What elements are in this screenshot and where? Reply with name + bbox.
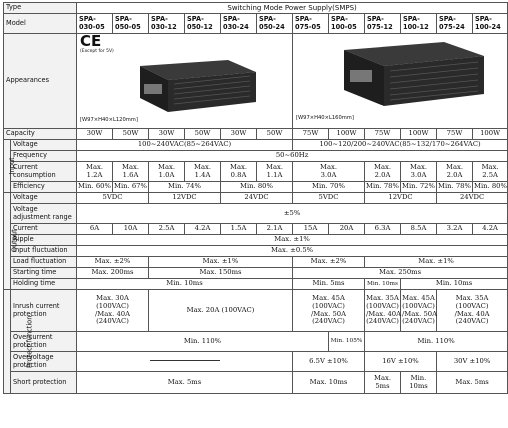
group-input: Input [4, 140, 11, 193]
output-voltage-cell: 5VDC [293, 193, 365, 204]
output-voltage-cell: 12VDC [149, 193, 221, 204]
group-protect: Protect function [4, 290, 11, 394]
efficiency-cell: Min. 60% [77, 182, 113, 193]
load-fluctuation-label: Load fluctuation [11, 257, 77, 268]
current-cell: 6.3A [365, 224, 401, 235]
appearance-small [77, 34, 293, 129]
ripple-label: Ripple [11, 235, 77, 246]
holding-time-cell: Min. 5ms [293, 279, 365, 290]
consumption-cell: Max. 2.0A [365, 162, 401, 182]
current-cell: 15A [293, 224, 329, 235]
efficiency-cell: Min. 78% [365, 182, 401, 193]
overcurrent-cell: Min. 110% [365, 332, 508, 352]
capacity-cell: 30W [221, 129, 257, 140]
table-title: Switching Mode Power Supply(SMPS) [77, 3, 508, 14]
starting-time-cell: Max. 200ms [77, 268, 149, 279]
model-header: SPA- 075-12 [365, 14, 401, 34]
load-fluctuation-cell: Max. ±2% [77, 257, 149, 268]
current-cell: 10A [113, 224, 149, 235]
model-header: SPA- 100-24 [473, 14, 508, 34]
current-consumption-label: Current consumption [11, 162, 77, 182]
current-cell: 6A [77, 224, 113, 235]
capacity-cell: 50W [185, 129, 221, 140]
capacity-label: Capacity [4, 129, 77, 140]
frequency-label: Frequency [11, 151, 77, 162]
efficiency-cell: Min. 67% [113, 182, 149, 193]
efficiency-cell: Min. 74% [149, 182, 221, 193]
capacity-cell: 50W [257, 129, 293, 140]
capacity-cell: 75W [365, 129, 401, 140]
short-protection-cell: Max. 5ms [77, 372, 293, 394]
consumption-cell: Max. 1.0A [149, 162, 185, 182]
overvoltage-cell-empty [77, 352, 293, 372]
holding-time-cell: Min. 10ms [401, 279, 508, 290]
current-cell: 2.5A [149, 224, 185, 235]
consumption-cell: Max. 1.6A [113, 162, 149, 182]
consumption-cell: Max. 0.8A [221, 162, 257, 182]
efficiency-cell: Min. 78% [437, 182, 473, 193]
capacity-cell: 30W [77, 129, 113, 140]
inrush-label: Inrush current protection [11, 290, 77, 332]
consumption-cell: Max. 2.0A [437, 162, 473, 182]
current-cell: 8.5A [401, 224, 437, 235]
capacity-cell: 50W [113, 129, 149, 140]
overcurrent-label: Overcurrent protection [11, 332, 77, 352]
starting-time-cell: Max. 250ms [293, 268, 508, 279]
current-cell: 20A [329, 224, 365, 235]
short-protection-cell: Max. 5ms [365, 372, 401, 394]
capacity-cell: 100W [401, 129, 437, 140]
power-supply-image [78, 54, 278, 116]
starting-time-label: Starting time [11, 268, 77, 279]
input-fluctuation-label: Input fluctuation [11, 246, 77, 257]
capacity-cell: 30W [149, 129, 185, 140]
short-protection-cell: Max. 5ms [437, 372, 508, 394]
model-header: SPA- 050-05 [113, 14, 149, 34]
current-cell: 4.2A [473, 224, 508, 235]
short-protection-cell: Max. 10ms [293, 372, 365, 394]
current-label: Current [11, 224, 77, 235]
holding-time-cell: Min. 10ms [365, 279, 401, 290]
capacity-cell: 100W [329, 129, 365, 140]
capacity-cell: 100W [473, 129, 508, 140]
inrush-cell: Max. 35A (100VAC) /Max. 40A (240VAC) [437, 290, 508, 332]
spec-table [3, 2, 508, 394]
overcurrent-cell: Min. 110% [77, 332, 329, 352]
ce-note: (Except for 5V) [80, 49, 114, 54]
power-supply-image [294, 34, 504, 114]
holding-time-cell: Min. 10ms [77, 279, 293, 290]
ce-mark: CE [80, 32, 102, 50]
capacity-cell: 75W [293, 129, 329, 140]
short-protection-cell: Min. 10ms [401, 372, 437, 394]
voltage-adjustment-cell: ±5% [77, 204, 508, 224]
dash-line [150, 360, 220, 361]
input-voltage-cell: 100~240VAC(85~264VAC) [77, 140, 293, 151]
starting-time-cell: Max. 150ms [149, 268, 293, 279]
group-output: Output [4, 193, 11, 290]
load-fluctuation-cell: Max. ±1% [365, 257, 508, 268]
efficiency-cell: Min. 72% [401, 182, 437, 193]
capacity-cell: 75W [437, 129, 473, 140]
dimension-large: [W97×H40×L160mm] [296, 115, 354, 121]
short-protection-label: Short protection [11, 372, 77, 394]
output-voltage-cell: 24VDC [221, 193, 293, 204]
inrush-cell: Max. 20A (100VAC) [149, 290, 293, 332]
model-header: SPA- 075-05 [293, 14, 329, 34]
consumption-cell: Max. 3.0A [401, 162, 437, 182]
inrush-cell: Max. 45A (100VAC) /Max. 50A (240VAC) [401, 290, 437, 332]
efficiency-cell: Min. 80% [473, 182, 508, 193]
load-fluctuation-cell: Max. ±2% [293, 257, 365, 268]
model-header: SPA- 030-12 [149, 14, 185, 34]
load-fluctuation-cell: Max. ±1% [149, 257, 293, 268]
efficiency-cell: Min. 80% [221, 182, 293, 193]
type-label: Type [4, 3, 77, 14]
inrush-cell: Max. 45A (100VAC) /Max. 50A (240VAC) [293, 290, 365, 332]
input-voltage-cell: 100~120/200~240VAC(85~132/170~264VAC) [293, 140, 508, 151]
voltage-adjustment-label: Voltage adjustment range [11, 204, 77, 224]
model-header: SPA- 050-12 [185, 14, 221, 34]
model-header: SPA- 100-12 [401, 14, 437, 34]
model-header: SPA- 100-05 [329, 14, 365, 34]
dimension-small: [W97×H40×L120mm] [80, 117, 138, 124]
input-fluctuation-cell: Max. ±0.5% [77, 246, 508, 257]
ripple-cell: Max. ±1% [77, 235, 508, 246]
current-cell: 3.2A [437, 224, 473, 235]
overvoltage-cell: 16V ±10% [365, 352, 437, 372]
current-cell: 4.2A [185, 224, 221, 235]
efficiency-cell: Min. 70% [293, 182, 365, 193]
overvoltage-cell: 6.5V ±10% [293, 352, 365, 372]
appearances-label: Appearances [4, 34, 77, 129]
model-label: Model [4, 14, 77, 34]
model-header: SPA- 030-24 [221, 14, 257, 34]
consumption-cell: Max. 1.2A [77, 162, 113, 182]
output-voltage-cell: 5VDC [77, 193, 149, 204]
model-header: SPA- 075-24 [437, 14, 473, 34]
inrush-cell: Max. 30A (100VAC) /Max. 40A (240VAC) [77, 290, 149, 332]
input-voltage-label: Voltage [11, 140, 77, 151]
output-voltage-cell: 24VDC [437, 193, 508, 204]
model-header: SPA- 050-24 [257, 14, 293, 34]
output-voltage-label: Voltage [11, 193, 77, 204]
consumption-cell: Max. 3.0A [293, 162, 365, 182]
frequency-cell: 50~60Hz [77, 151, 508, 162]
overcurrent-cell: Min. 105% [329, 332, 365, 352]
consumption-cell: Max. 2.5A [473, 162, 508, 182]
overvoltage-cell: 30V ±10% [437, 352, 508, 372]
efficiency-label: Efficiency [11, 182, 77, 193]
consumption-cell: Max. 1.4A [185, 162, 221, 182]
current-cell: 1.5A [221, 224, 257, 235]
inrush-cell: Max. 35A (100VAC) /Max. 40A (240VAC) [365, 290, 401, 332]
holding-time-label: Holding time [11, 279, 77, 290]
consumption-cell: Max. 1.1A [257, 162, 293, 182]
current-cell: 2.1A [257, 224, 293, 235]
output-voltage-cell: 12VDC [365, 193, 437, 204]
overvoltage-label: Overvoltage protection [11, 352, 77, 372]
model-header: SPA- 030-05 [77, 14, 113, 34]
appearance-large [293, 34, 508, 129]
